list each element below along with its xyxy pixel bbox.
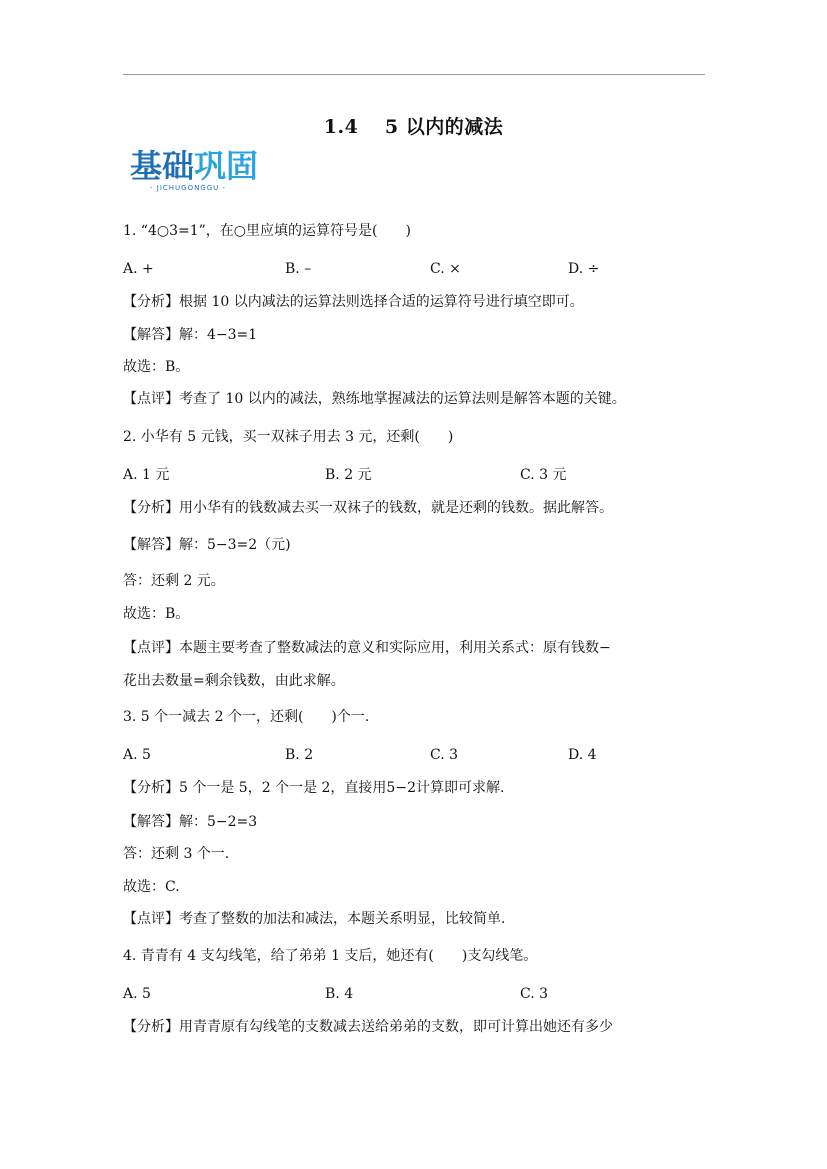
q2-answer: 【解答】解：5−3=2（元) bbox=[123, 537, 291, 553]
section-logo bbox=[130, 147, 280, 198]
logo-text: 基础巩固 bbox=[130, 147, 259, 185]
logo-subtitle: - JICHUGONGGU - bbox=[150, 184, 227, 192]
q1-option-c: C. × bbox=[430, 261, 461, 277]
q4-stem: 4. 青青有 4 支勾线笔，给了弟弟 1 支后，她还有( )支勾线笔。 bbox=[123, 948, 538, 964]
q3-stem: 3. 5 个一减去 2 个一，还剩( )个一. bbox=[123, 709, 370, 725]
page-title: 1.4 5 以内的减法 bbox=[323, 116, 504, 138]
q1-comment: 【点评】考查了 10 以内的减法，熟练地掌握减法的运算法则是解答本题的关键。 bbox=[123, 391, 626, 407]
q3-option-d: D. 4 bbox=[568, 747, 597, 763]
q3-option-a: A. 5 bbox=[123, 747, 151, 763]
q3-comment: 【点评】考查了整数的加法和减法，本题关系明显，比较简单. bbox=[123, 911, 506, 927]
q4-option-a: A. 5 bbox=[123, 986, 151, 1002]
q1-option-b: B. – bbox=[285, 261, 312, 277]
q1-analysis: 【分析】根据 10 以内减法的运算法则选择合适的运算符号进行填空即可。 bbox=[123, 294, 584, 310]
q4-option-b: B. 4 bbox=[325, 986, 354, 1002]
q3-option-c: C. 3 bbox=[430, 747, 459, 763]
q2-stem: 2. 小华有 5 元钱，买一双袜子用去 3 元，还剩( ) bbox=[123, 429, 454, 445]
q4-option-c: C. 3 bbox=[520, 986, 549, 1002]
q2-option-a: A. 1 元 bbox=[123, 467, 170, 483]
q3-analysis: 【分析】5 个一是 5，2 个一是 2，直接用5−2计算即可求解. bbox=[123, 780, 505, 796]
q1-option-a: A. + bbox=[123, 261, 154, 277]
q2-option-c: C. 3 元 bbox=[520, 467, 567, 483]
q2-choice: 故选：B。 bbox=[123, 606, 190, 622]
q2-analysis: 【分析】用小华有的钱数减去买一双袜子的钱数，就是还剩的钱数。据此解答。 bbox=[123, 500, 613, 516]
q3-choice: 故选：C. bbox=[123, 879, 180, 895]
q2-comment-2: 花出去数量=剩余钱数，由此求解。 bbox=[123, 673, 345, 689]
q1-choice: 故选：B。 bbox=[123, 359, 190, 375]
q3-option-b: B. 2 bbox=[285, 747, 314, 763]
q4-analysis: 【分析】用青青原有勾线笔的支数减去送给弟弟的支数，即可计算出她还有多少 bbox=[123, 1019, 613, 1035]
q3-answer: 【解答】解：5−2=3 bbox=[123, 814, 258, 830]
q2-option-b: B. 2 元 bbox=[325, 467, 372, 483]
q2-reply: 答：还剩 2 元。 bbox=[123, 573, 225, 589]
q2-comment-1: 【点评】本题主要考查了整数减法的意义和实际应用，利用关系式：原有钱数− bbox=[123, 640, 611, 656]
q1-option-d: D. ÷ bbox=[568, 261, 600, 277]
q1-stem: 1. “4○3=1”，在○里应填的运算符号是( ) bbox=[123, 223, 411, 239]
q3-reply: 答：还剩 3 个一. bbox=[123, 846, 230, 862]
header-rule bbox=[123, 74, 705, 75]
q1-answer: 【解答】解：4−3=1 bbox=[123, 327, 258, 343]
